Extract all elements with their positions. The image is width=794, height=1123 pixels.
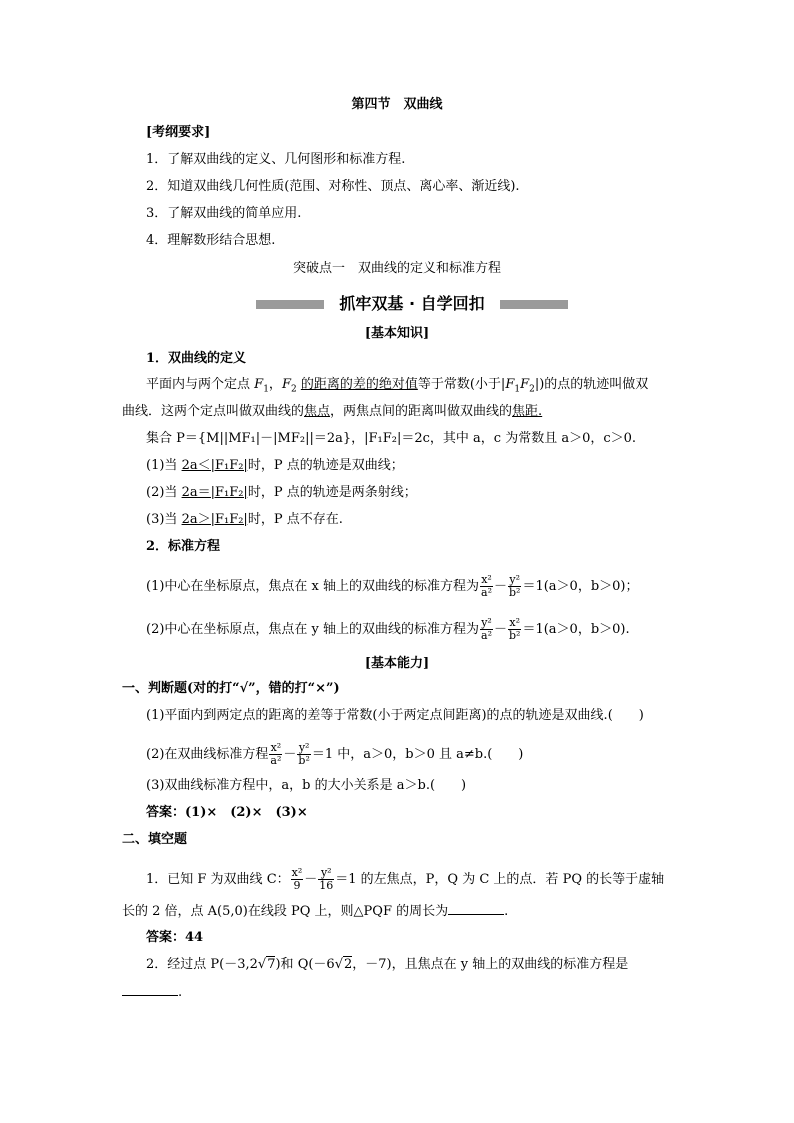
text-span: |)的点的轨迹叫做双 bbox=[534, 377, 649, 392]
text-span: 时，P 点的轨迹是双曲线； bbox=[247, 458, 404, 473]
text-span: ，两焦点间的距离叫做双曲线的 bbox=[330, 404, 513, 419]
requirement-item: 3．了解双曲线的简单应用. bbox=[146, 206, 302, 221]
answer-blank bbox=[448, 902, 504, 915]
underlined-term: 2a＞|F₁F₂| bbox=[181, 512, 248, 527]
exam-requirements-heading: [考纲要求] bbox=[146, 125, 211, 140]
answer-blank bbox=[122, 983, 178, 996]
text-span: 平面内与两个定点 bbox=[146, 377, 251, 392]
fraction: $\frac{\text{x²}}{\text{a²}}$ bbox=[270, 741, 282, 767]
fraction: $\frac{\text{x²}}{9}$ bbox=[291, 866, 303, 892]
standard-equation-y: (2)中心在坐标原点，焦点在 y 轴上的双曲线的标准方程为 $\frac{\text{y²}}{\text{a²}}$ － $\frac{\text{x²}}{\text{b²}}$ ＝1(a＞0，b＞0). bbox=[146, 616, 630, 642]
case-line bbox=[146, 511, 343, 529]
fill-question-2: 2．经过点 P(－3,2√7)和 Q(－6√2，－7)，且焦点在 y 轴上的双曲线的标准方程是 bbox=[146, 957, 629, 972]
requirement-item: 2．知道双曲线几何性质(范围、对称性、顶点、离心率、渐近线). bbox=[146, 179, 520, 194]
text-span: ＝1 中，a＞0，b＞0 且 a≠b.( ) bbox=[311, 747, 524, 762]
standard-equation-heading: 2．标准方程 bbox=[146, 539, 221, 554]
text-span: ＝1 的左焦点，P，Q 为 C 上的点．若 PQ 的长等于虚轴 bbox=[335, 872, 665, 887]
text-span: (2)当 bbox=[146, 485, 182, 500]
page-title: 第四节 双曲线 bbox=[351, 97, 443, 112]
case-line bbox=[146, 457, 404, 475]
underlined-term: 2a＜|F₁F₂| bbox=[181, 458, 248, 473]
judge-item: (2)在双曲线标准方程 $\frac{\text{x²}}{\text{a²}}$ － $\frac{\text{y²}}{\text{b²}}$ ＝1 中，a＞0，b＞0 且 a≠b.( ) bbox=[146, 741, 524, 767]
text-span: 曲线．这两个定点叫做双曲线的 bbox=[122, 404, 305, 419]
fill-question-1-cont: 长的 2 倍，点 A(5,0)在线段 PQ 上，则△PQF 的周长为 . bbox=[122, 904, 509, 919]
underlined-term: 2a＝|F₁F₂| bbox=[181, 485, 248, 500]
text-span: . bbox=[178, 985, 183, 1000]
text-span: 等于常数(小于| bbox=[417, 377, 506, 392]
text-span: ＝1(a＞0，b＞0). bbox=[522, 622, 630, 637]
text-span: ＝1(a＞0，b＞0)； bbox=[522, 579, 639, 594]
banner-text: 抓牢双基 · 自学回扣 bbox=[324, 293, 500, 315]
basic-knowledge-heading: [基本知识] bbox=[364, 326, 430, 341]
text-span: )和 Q(－6 bbox=[275, 957, 335, 972]
requirement-item: 4．理解数形结合思想. bbox=[146, 233, 276, 248]
requirement-item: 1．了解双曲线的定义、几何图形和标准方程. bbox=[146, 152, 406, 167]
text-span: (2)在双曲线标准方程 bbox=[146, 747, 269, 762]
section-title: 突破点一 双曲线的定义和标准方程 bbox=[292, 261, 501, 276]
definition-heading: 1．双曲线的定义 bbox=[146, 351, 247, 366]
case-line bbox=[146, 484, 417, 502]
judge-item: (3)双曲线标准方程中，a，b 的大小关系是 a＞b.( ) bbox=[146, 778, 467, 793]
text-span: 长的 2 倍，点 A(5,0)在线段 PQ 上，则△PQF 的周长为 bbox=[122, 904, 449, 919]
judge-item: (1)平面内到两定点的距离的差等于常数(小于两定点间距离)的点的轨迹是双曲线.( ) bbox=[146, 708, 644, 723]
fill-answer-1: 答案：44 bbox=[146, 930, 204, 945]
underlined-term: 焦点 bbox=[304, 404, 331, 419]
basic-ability-heading: [基本能力] bbox=[364, 656, 430, 671]
fraction: $\frac{\text{y²}}{\text{b²}}$ bbox=[509, 573, 521, 599]
text-span: (1)当 bbox=[146, 458, 182, 473]
text-span: (3)当 bbox=[146, 512, 182, 527]
judge-heading: 一、判断题(对的打“√”，错的打“×”) bbox=[122, 681, 340, 696]
fill-question-1: 1．已知 F 为双曲线 C： $\frac{\text{x²}}{9}$ － $\frac{\text{y²}}{16}$ ＝1 的左焦点，P，Q 为 C 上的点．若 PQ 的长等于虚轴 bbox=[146, 866, 665, 892]
text-span: 时，P 点不存在. bbox=[247, 512, 343, 527]
fraction: $\frac{\text{y²}}{\text{a²}}$ bbox=[481, 616, 492, 642]
fill-heading: 二、填空题 bbox=[122, 832, 188, 847]
underlined-term: 的距离的差的绝对值 bbox=[300, 377, 418, 392]
definition-line-2 bbox=[122, 403, 542, 421]
text-span: 时，P 点的轨迹是两条射线； bbox=[247, 485, 417, 500]
text-span: ，－7)，且焦点在 y 轴上的双曲线的标准方程是 bbox=[352, 957, 629, 972]
section-banner bbox=[256, 295, 568, 313]
fraction: $\frac{\text{y²}}{16}$ bbox=[319, 866, 334, 892]
fraction: $\frac{\text{x²}}{\text{b²}}$ bbox=[509, 616, 521, 642]
fraction: $\frac{\text{x²}}{\text{a²}}$ bbox=[481, 573, 492, 599]
standard-equation-x: (1)中心在坐标原点，焦点在 x 轴上的双曲线的标准方程为 $\frac{\text{x²}}{\text{a²}}$ － $\frac{\text{y²}}{\text{b²}}$ ＝1(a＞0，b＞0)； bbox=[146, 573, 639, 599]
text-span: (2)中心在坐标原点，焦点在 y 轴上的双曲线的标准方程为 bbox=[146, 622, 480, 637]
text-span: 1．已知 F 为双曲线 C： bbox=[146, 872, 290, 887]
fill-question-2-cont bbox=[122, 983, 182, 1002]
judge-answer: 答案：(1)× (2)× (3)× bbox=[146, 805, 308, 820]
text-span: 2．经过点 P(－3,2 bbox=[146, 957, 258, 972]
definition-line-1: 平面内与两个定点 $F_1$，$F_2$ 的距离的差的绝对值等于常数(小于$|F_1F_2|$)的点的轨迹叫做双 bbox=[146, 377, 649, 395]
underlined-term: 焦距. bbox=[512, 404, 543, 419]
fraction: $\frac{\text{y²}}{\text{b²}}$ bbox=[298, 741, 310, 767]
set-definition: 集合 P＝{M||MF₁|－|MF₂||＝2a}，|F₁F₂|＝2c，其中 a，c 为常数且 a＞0，c＞0. bbox=[146, 431, 637, 446]
text-span: (1)中心在坐标原点，焦点在 x 轴上的双曲线的标准方程为 bbox=[146, 579, 480, 594]
